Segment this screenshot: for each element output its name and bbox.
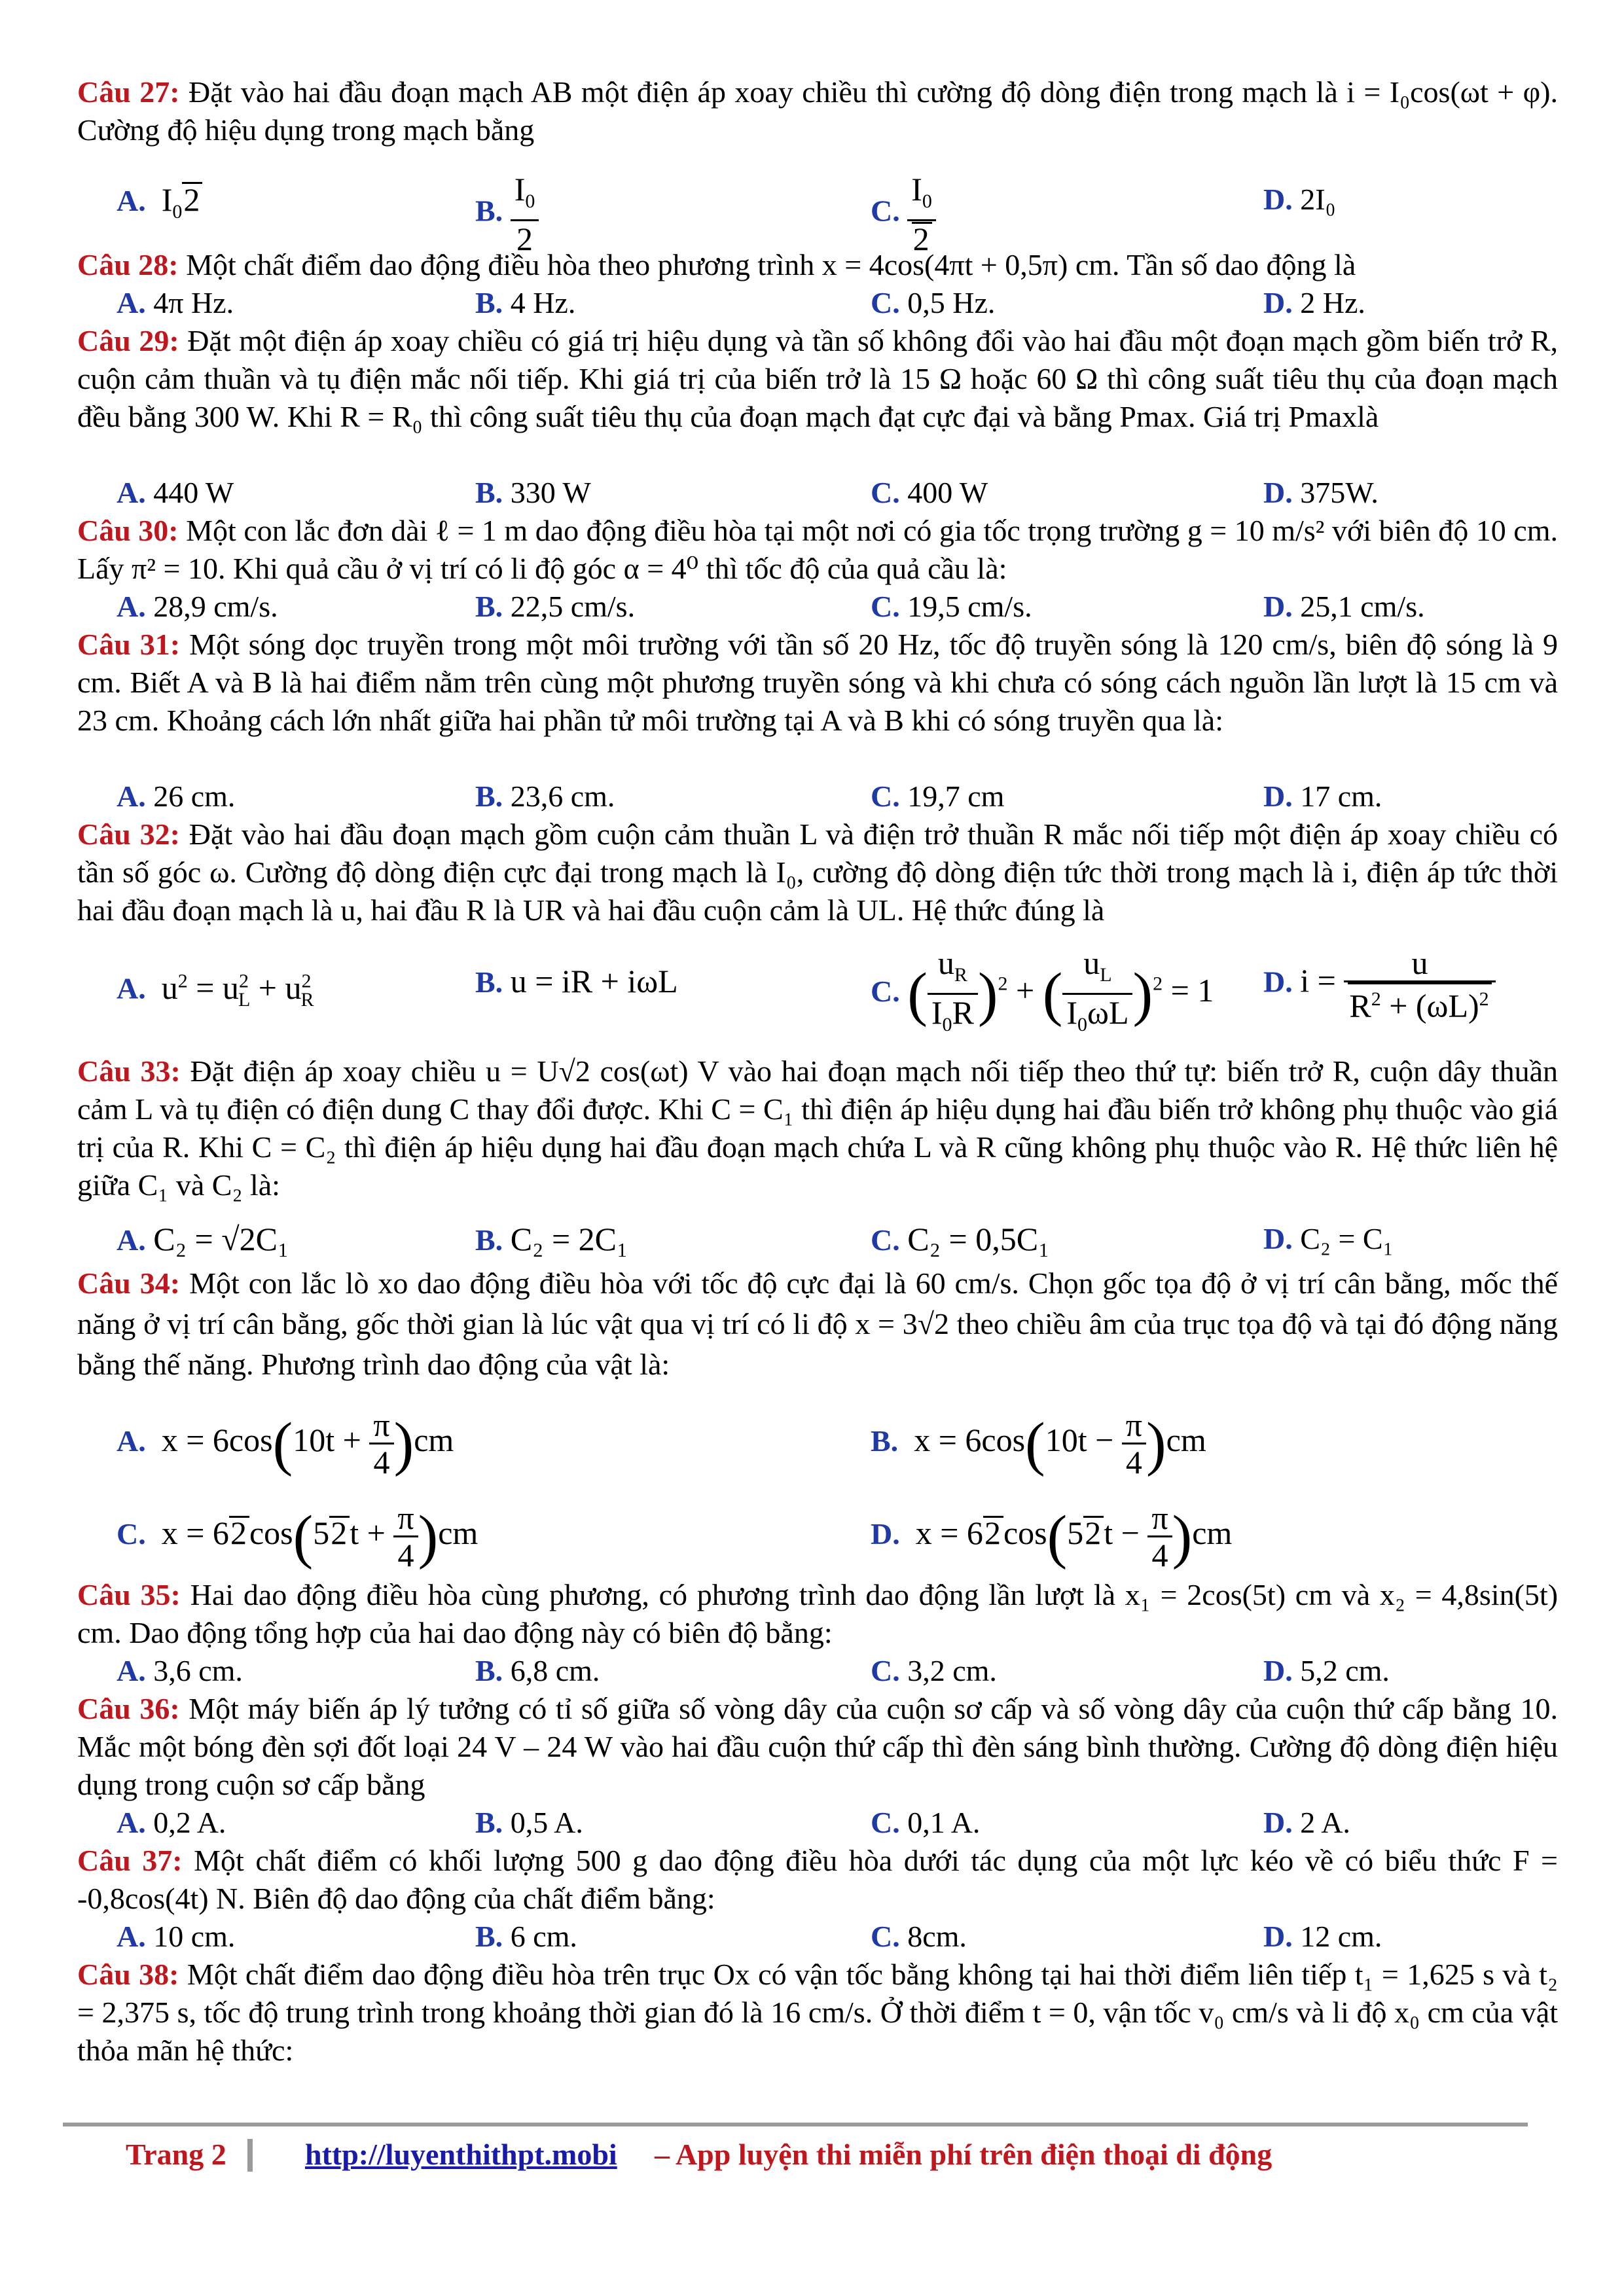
option-letter: D. [1263, 476, 1293, 509]
option-letter: D. [1263, 286, 1293, 319]
options-34-ab [0, 1394, 1624, 1480]
option-a-formula: $u^2 = u^2_L + u^2_R$ [153, 969, 314, 1011]
question-29 [77, 322, 1558, 436]
question-text: Một máy biến áp lý tưởng có tỉ số giữa số vòng dây của cuộn sơ cấp và số vòng dây của cuộn thứ cấp bằng 10. Mắc một bóng đèn sợi đốt loại 24 V – 24 W vào hai đầu cuộn thứ cấp thì đèn sáng bình thường. Cường độ dòng điện hiệu dụng trong cuộn sơ cấp bằng [77, 1692, 1559, 1801]
question-text: Đặt một điện áp xoay chiều có giá trị hiệu dụng và tần số không đổi vào hai đầu một đoạn mạch gồm biến trở R, cuộn cảm thuần và tụ điện mắc nối tiếp. Khi giá trị của biến trở là 15 Ω hoặc 60 Ω thì công suất tiêu thụ của đoạn mạch đều bằng 300 W. Khi R = R₀ thì công suất tiêu thụ của đoạn mạch đạt cực đại và bằng Pmax. Giá trị Pmaxlà [77, 324, 1559, 433]
option-text: 25,1 cm/s. [1300, 590, 1425, 623]
question-31 [77, 626, 1558, 740]
option-letter: C. [871, 286, 900, 319]
question-32 [77, 816, 1558, 929]
option-text: 0,5 Hz. [907, 286, 996, 319]
options-32 [0, 942, 1624, 1034]
question-27 [77, 73, 1558, 149]
options-31 [0, 778, 1624, 816]
question-text: Đặt vào hai đầu đoạn mạch AB một điện áp xoay chiều thì cường độ dòng điện trong mạch là i = I₀cos(ωt + φ). Cường độ hiệu dụng trong mạch bằng [77, 75, 1559, 147]
question-number: Câu 30: [77, 514, 179, 547]
option-letter: C. [117, 1516, 146, 1551]
option-letter: A. [117, 286, 146, 319]
option-text: 19,7 cm [907, 780, 1005, 813]
question-text: Đặt điện áp xoay chiều u = U√2 cos(ωt) V vào hai đoạn mạch nối tiếp theo thứ tự: biến trở R, cuộn dây thuần cảm L và tụ điện có điện dung C thay đổi được. Khi C = C₁ thì điện áp hiệu dụng hai đầu biến trở không phụ thuộc vào giá trị của R. Khi C = C₂ thì điện áp hiệu dụng hai đầu đoạn mạch chứa L và R cũng không phụ thuộc vào R. Hệ thức liên hệ giữa C₁ và C₂ là: [77, 1054, 1558, 1202]
option-text: C₂ = 0,5C₁ [907, 1221, 1050, 1257]
option-text: 6,8 cm. [510, 1654, 600, 1687]
option-text: 19,5 cm/s. [907, 590, 1032, 623]
option-c-formula: x = 62cos(52t + $\frac{\pi}{4}$ )cm [153, 1499, 478, 1573]
question-number: Câu 37: [77, 1844, 183, 1877]
option-text: 400 W [907, 476, 988, 509]
option-text: 2 A. [1300, 1806, 1350, 1839]
option-letter: B. [475, 1920, 503, 1953]
option-letter: C. [871, 1920, 900, 1953]
question-number: Câu 32: [77, 817, 180, 851]
options-27 [0, 171, 1624, 257]
option-letter: B. [871, 1424, 899, 1458]
option-text: 0,1 A. [907, 1806, 981, 1839]
page-footer [0, 2135, 1624, 2174]
option-letter: B. [475, 965, 503, 999]
option-b-formula: x = 6cos(10t − $\frac{\pi}{4}$ )cm [905, 1407, 1206, 1480]
option-letter: B. [475, 476, 503, 509]
option-letter: B. [475, 286, 503, 319]
options-28 [0, 284, 1624, 322]
question-33 [77, 1052, 1558, 1204]
option-text: 6 cm. [510, 1920, 577, 1953]
question-37 [77, 1842, 1558, 1918]
option-letter: C. [871, 974, 900, 1008]
option-letter: D. [1263, 965, 1293, 999]
option-text: 2 Hz. [1300, 286, 1365, 319]
option-text: 375W. [1300, 476, 1379, 509]
option-b-text: u = iR + iωL [510, 963, 678, 999]
option-text: 4 Hz. [510, 286, 576, 319]
option-letter: A. [117, 1654, 146, 1687]
option-letter: A. [117, 1806, 146, 1839]
option-text: 12 cm. [1300, 1920, 1382, 1953]
option-text: C₂ = C₁ [1300, 1222, 1394, 1255]
option-letter: D. [1263, 183, 1293, 216]
option-b-formula: $\frac{I_0}{2}$ [511, 171, 539, 257]
option-letter: D. [1263, 1222, 1293, 1255]
option-letter: C. [871, 1806, 900, 1839]
option-letter: A. [117, 780, 146, 813]
question-36 [77, 1690, 1558, 1804]
question-text: Một con lắc đơn dài ℓ = 1 m dao động điều hòa tại một nơi có gia tốc trọng trường g = 10 m/s² với biên độ 10 cm. Lấy π² = 10. Khi quả cầu ở vị trí có li độ góc α = 4⁰ thì tốc độ của quả cầu là: [77, 514, 1559, 585]
option-letter: B. [475, 590, 503, 623]
option-letter: B. [475, 780, 503, 813]
question-number: Câu 36: [77, 1692, 180, 1725]
options-30 [0, 588, 1624, 626]
option-letter: B. [475, 194, 503, 228]
option-letter: A. [117, 1223, 146, 1257]
option-text: 3,6 cm. [153, 1654, 243, 1687]
option-letter: C. [871, 194, 900, 228]
footer-separator [247, 2139, 253, 2172]
question-30 [77, 512, 1558, 588]
option-text: 23,6 cm. [510, 780, 615, 813]
option-letter: A. [117, 1424, 146, 1458]
option-text: 28,9 cm/s. [153, 590, 278, 623]
question-number: Câu 31: [77, 628, 181, 661]
option-a-formula: $I_02$ [153, 181, 202, 218]
option-letter: B. [475, 1806, 503, 1839]
option-text: 0,2 A. [153, 1806, 226, 1839]
question-text: Một sóng dọc truyền trong một môi trường với tần số 20 Hz, tốc độ truyền sóng là 120 cm/s, biên độ sóng là 9 cm. Biết A và B là hai điểm nằm trên cùng một phương truyền sóng và khi chưa có sóng cách nguồn lần lượt là 15 cm và 23 cm. Khoảng cách lớn nhất giữa hai phần tử môi trường tại A và B khi có sóng truyền qua là: [77, 628, 1558, 737]
question-number: Câu 27: [77, 75, 180, 109]
option-letter: A. [117, 184, 146, 217]
option-letter: D. [1263, 1920, 1293, 1953]
option-letter: A. [117, 590, 146, 623]
options-34-cd [0, 1487, 1624, 1573]
question-text: Một chất điểm có khối lượng 500 g dao động điều hòa dưới tác dụng của một lực kéo về có biểu thức F = -0,8cos(4t) N. Biên độ dao động của chất điểm bằng: [77, 1844, 1559, 1915]
option-letter: C. [871, 476, 900, 509]
page-number: Trang 2 [126, 2138, 226, 2171]
option-letter: C. [871, 590, 900, 623]
options-29 [0, 474, 1624, 512]
option-text: C₂ = √2C₁ [153, 1221, 289, 1257]
option-letter: C. [871, 1654, 900, 1687]
question-35 [77, 1576, 1558, 1652]
option-letter: B. [475, 1223, 503, 1257]
question-34 [77, 1263, 1558, 1385]
option-d-formula: x = 62cos(52t − $\frac{\pi}{4}$ )cm [907, 1499, 1233, 1573]
option-letter: D. [1263, 1654, 1293, 1687]
question-number: Câu 34: [77, 1266, 181, 1300]
footer-divider [63, 2123, 1528, 2126]
option-letter: C. [871, 780, 900, 813]
question-text: Một con lắc lò xo dao động điều hòa với tốc độ cực đại là 60 cm/s. Chọn gốc tọa độ ở vị trí cân bằng, mốc thế năng ở vị trí cân bằng, gốc thời gian là lúc vật qua vị trí có li độ x = 3√2 theo chiều âm của trục tọa độ và tại đó động năng bằng thế năng. Phương trình dao động của vật là: [77, 1266, 1558, 1381]
question-number: Câu 35: [77, 1578, 181, 1611]
option-letter: B. [475, 1654, 503, 1687]
option-letter: D. [871, 1516, 900, 1551]
option-letter: A. [117, 1920, 146, 1953]
question-38 [77, 1956, 1558, 2070]
question-number: Câu 33: [77, 1054, 181, 1088]
footer-link[interactable]: http://luyenthithpt.mobi [305, 2138, 617, 2171]
option-letter: A. [117, 971, 146, 1005]
option-text: 3,2 cm. [907, 1654, 997, 1687]
option-c-formula: $\frac{I_0}{2}$ [907, 171, 936, 257]
option-text: 8cm. [907, 1920, 967, 1953]
option-d-text: 2I₀ [1300, 183, 1336, 216]
option-text: 10 cm. [153, 1920, 236, 1953]
option-text: C₂ = 2C₁ [510, 1221, 628, 1257]
question-28 [77, 246, 1558, 284]
question-text: Một chất điểm dao động điều hòa theo phương trình x = 4cos(4πt + 0,5π) cm. Tần số dao động là [186, 248, 1356, 281]
option-letter: C. [871, 1223, 900, 1257]
option-a-formula: x = 6cos(10t + $\frac{\pi}{4}$ )cm [153, 1407, 454, 1480]
option-letter: D. [1263, 780, 1293, 813]
question-number: Câu 38: [77, 1958, 179, 1991]
question-text: Đặt vào hai đầu đoạn mạch gồm cuộn cảm thuần L và điện trở thuần R mắc nối tiếp một điện áp xoay chiều có tần số góc ω. Cường độ dòng điện cực đại trong mạch là I₀, cường độ dòng điện tức thời trong mạch là i, điện áp tức thời hai đầu đoạn mạch là u, hai đầu R là UR và hai đầu cuộn cảm là UL. Hệ thức đúng là [77, 817, 1558, 927]
option-c-formula: ( $\frac{u_R}{I_0R}$ )$^2$ + ( $\frac{u_L}{I_0\omega L}$ )$^2$ = 1 [907, 944, 1214, 1035]
options-35 [0, 1652, 1624, 1690]
option-letter: D. [1263, 1806, 1293, 1839]
option-text: 17 cm. [1300, 780, 1382, 813]
option-d-formula: i = $\frac{u}{R^2 + (\omega L)^2}$ [1300, 962, 1495, 999]
option-text: 5,2 cm. [1300, 1654, 1390, 1687]
option-text: 440 W [153, 476, 234, 509]
option-text: 22,5 cm/s. [510, 590, 636, 623]
option-text: 0,5 A. [510, 1806, 583, 1839]
option-letter: D. [1263, 590, 1293, 623]
option-text: 330 W [510, 476, 591, 509]
option-text: 4π Hz. [153, 286, 234, 319]
options-36 [0, 1804, 1624, 1842]
question-number: Câu 28: [77, 248, 179, 281]
option-letter: A. [117, 476, 146, 509]
options-37 [0, 1918, 1624, 1956]
question-text: Một chất điểm dao động điều hòa trên trục Ox có vận tốc bằng không tại hai thời điểm liên tiếp t₁ = 1,625 s và t₂ = 2,375 s, tốc độ trung trình trong khoảng thời gian đó là 16 cm/s. Ở thời điểm t = 0, vận tốc v₀ cm/s và li độ x₀ cm của vật thỏa mãn hệ thức: [77, 1958, 1558, 2067]
footer-tagline: – App luyện thi miễn phí trên điện thoại di động [655, 2138, 1272, 2171]
option-text: 26 cm. [153, 780, 236, 813]
question-text: Hai dao động điều hòa cùng phương, có phương trình dao động lần lượt là x₁ = 2cos(5t) cm và x₂ = 4,8sin(5t) cm. Dao động tổng hợp của hai dao động này có biên độ bằng: [77, 1578, 1559, 1649]
options-33 [0, 1220, 1624, 1258]
question-number: Câu 29: [77, 324, 179, 357]
